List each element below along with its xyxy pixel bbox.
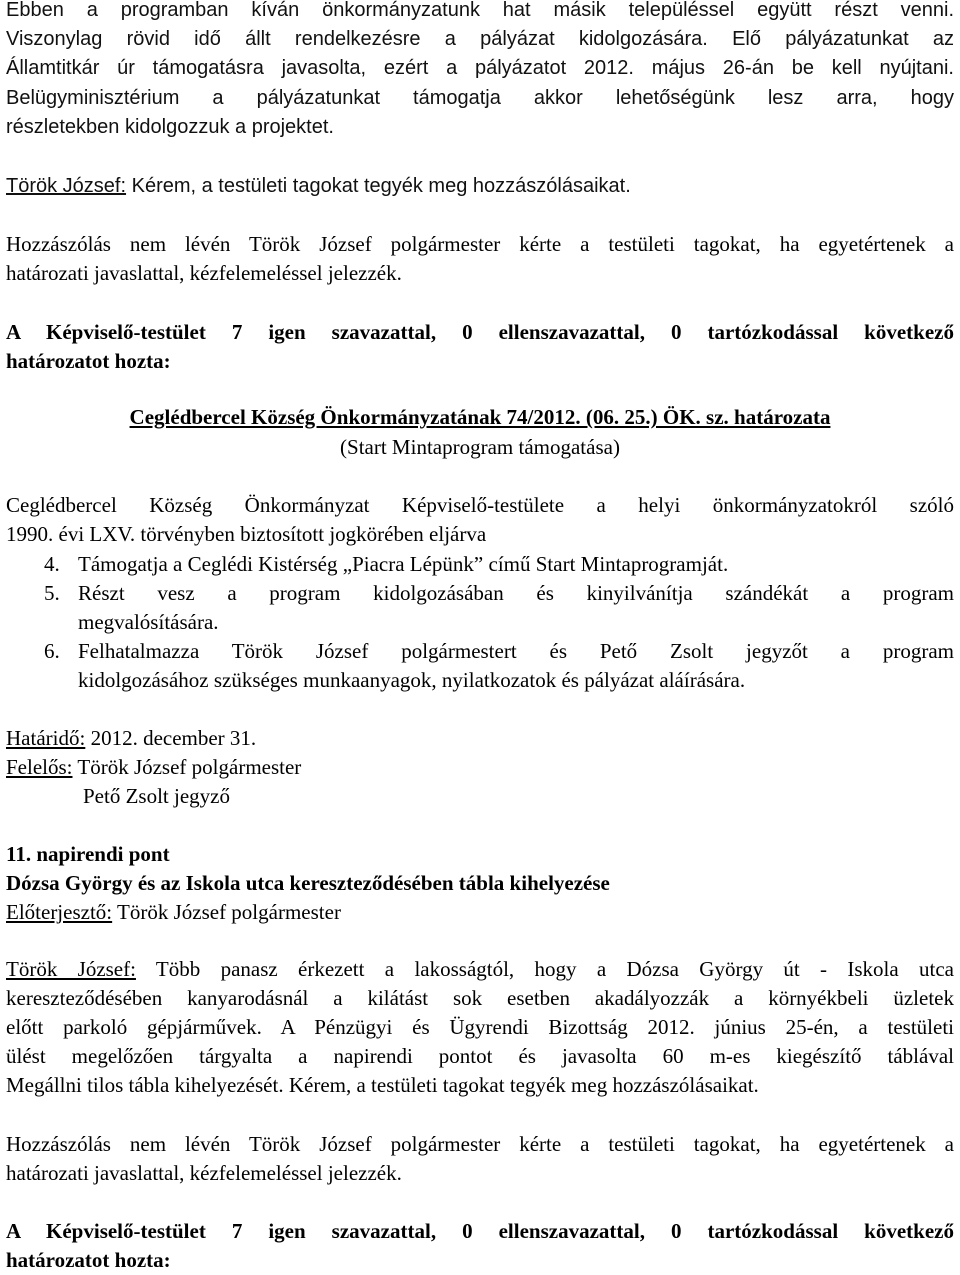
- speech-1-text: Kérem, a testületi tagokat tegyék meg hozzászólásaikat.: [126, 175, 631, 197]
- vote-1-line-1: A Képviselő-testület 7 igen szavazattal, 0 ellenszavazattal, 0 tartózkodással következő: [6, 320, 954, 344]
- resolution-item-5-number: 5.: [44, 581, 60, 605]
- presenter-value: Török József polgármester: [112, 900, 341, 924]
- responsible-label: Felelős:: [6, 755, 73, 779]
- intro-line-3: Államtitkár úr támogatásra javasolta, ezért a pályázatot 2012. május 26-án be kell nyújtani.: [6, 57, 954, 79]
- intro-line-5: részletekben kidolgozzuk a projektet.: [6, 116, 334, 138]
- no-comment-1-line-1: Hozzászólás nem lévén Török József polgármester kérte a testületi tagokat, ha egyetértenek a: [6, 232, 954, 256]
- speech-2-speaker: Török József:: [6, 957, 136, 981]
- speech-2-line-2: kereszteződésében kanyarodásnál a kilátást sok esetben akadályozzák a környékbeli üzletek: [6, 986, 954, 1010]
- agenda-11-number: 11. napirendi pont: [6, 842, 170, 866]
- resolution-item-6-line-2: kidolgozásához szükséges munkaanyagok, nyilatkozatok és pályázat aláírására.: [78, 668, 746, 692]
- speech-1-speaker: Török József:: [6, 175, 127, 197]
- vote-2-line-1: A Képviselő-testület 7 igen szavazattal, 0 ellenszavazattal, 0 tartózkodással következő: [6, 1219, 954, 1243]
- speech-2-line-1: [6, 955, 954, 984]
- vote-1-line-2: határozatot hozta:: [6, 349, 171, 373]
- resolution-preamble-line-1: Ceglédbercel Község Önkormányzat Képviselő-testülete a helyi önkormányzatokról szóló: [6, 493, 954, 517]
- resolution-item-5: [6, 579, 954, 608]
- intro-line-4: Belügyminisztérium a pályázatunkat támogatja akkor lehetőségünk lesz arra, hogy: [6, 87, 954, 109]
- agenda-11-title: Dózsa György és az Iskola utca kereszteződésében tábla kihelyezése: [6, 871, 610, 895]
- deadline-label: Határidő:: [6, 726, 86, 750]
- no-comment-2-line-1: Hozzászólás nem lévén Török József polgármester kérte a testületi tagokat, ha egyetértenek a: [6, 1132, 954, 1156]
- speech-2-line-4: ülést megelőzően tárgyalta a napirendi pontot és javasolta 60 m-es kiegészítő táblával: [6, 1044, 954, 1068]
- resolution-item-5-line-1: Részt vesz a program kidolgozásában és kinyilvánítja szándékát a program: [78, 581, 954, 605]
- resolution-item-4-text: Támogatja a Ceglédi Kistérség „Piacra Lépünk” című Start Mintaprogramját.: [78, 552, 729, 576]
- resolution-item-6-line-1: Felhatalmazza Török József polgármestert és Pető Zsolt jegyzőt a program: [78, 639, 954, 663]
- resolution-item-5-line-2: megvalósítására.: [78, 610, 219, 634]
- presenter-label: Előterjesztő:: [6, 900, 113, 924]
- resolution-item-6-number: 6.: [44, 639, 60, 663]
- resolution-deadline: [6, 724, 954, 753]
- agenda-11-presenter: [6, 898, 954, 927]
- resolution-title: Ceglédbercel Község Önkormányzatának 74/2012. (06. 25.) ÖK. sz. határozata: [129, 405, 831, 429]
- resolution-item-4-number: 4.: [44, 552, 60, 576]
- resolution-subtitle: (Start Mintaprogram támogatása): [340, 435, 620, 459]
- resolution-item-6: [6, 637, 954, 666]
- speech-1: [6, 172, 954, 201]
- resolution-preamble-line-2: 1990. évi LXV. törvényben biztosított jogkörében eljárva: [6, 522, 487, 546]
- resolution-item-4: [6, 550, 954, 579]
- responsible-value-2: Pető Zsolt jegyző: [83, 784, 230, 808]
- deadline-value: 2012. december 31.: [85, 726, 257, 750]
- no-comment-2-line-2: határozati javaslattal, kézfelemeléssel jelezzék.: [6, 1161, 402, 1185]
- resolution-responsible: [6, 753, 954, 782]
- vote-2-line-2: határozatot hozta:: [6, 1248, 171, 1272]
- responsible-value: Török József polgármester: [72, 755, 302, 779]
- speech-2-line-5: Megállni tilos tábla kihelyezését. Kérem, a testületi tagokat tegyék meg hozzászólásaikat.: [6, 1073, 759, 1097]
- intro-line-2: Viszonylag rövid idő állt rendelkezésre a pályázat kidolgozására. Elő pályázatunkat az: [6, 28, 954, 50]
- intro-line-1: Ebben a programban kíván önkormányzatunk hat másik településsel együtt részt venni.: [6, 0, 954, 21]
- speech-2-line-3: előtt parkoló gépjárművek. A Pénzügyi és Ügyrendi Bizottság 2012. június 25-én, a testületi: [6, 1015, 954, 1039]
- no-comment-1-line-2: határozati javaslattal, kézfelemeléssel jelezzék.: [6, 261, 402, 285]
- speech-2-text-1: Több panasz érkezett a lakosságtól, hogy a Dózsa György út - Iskola utca: [135, 957, 954, 981]
